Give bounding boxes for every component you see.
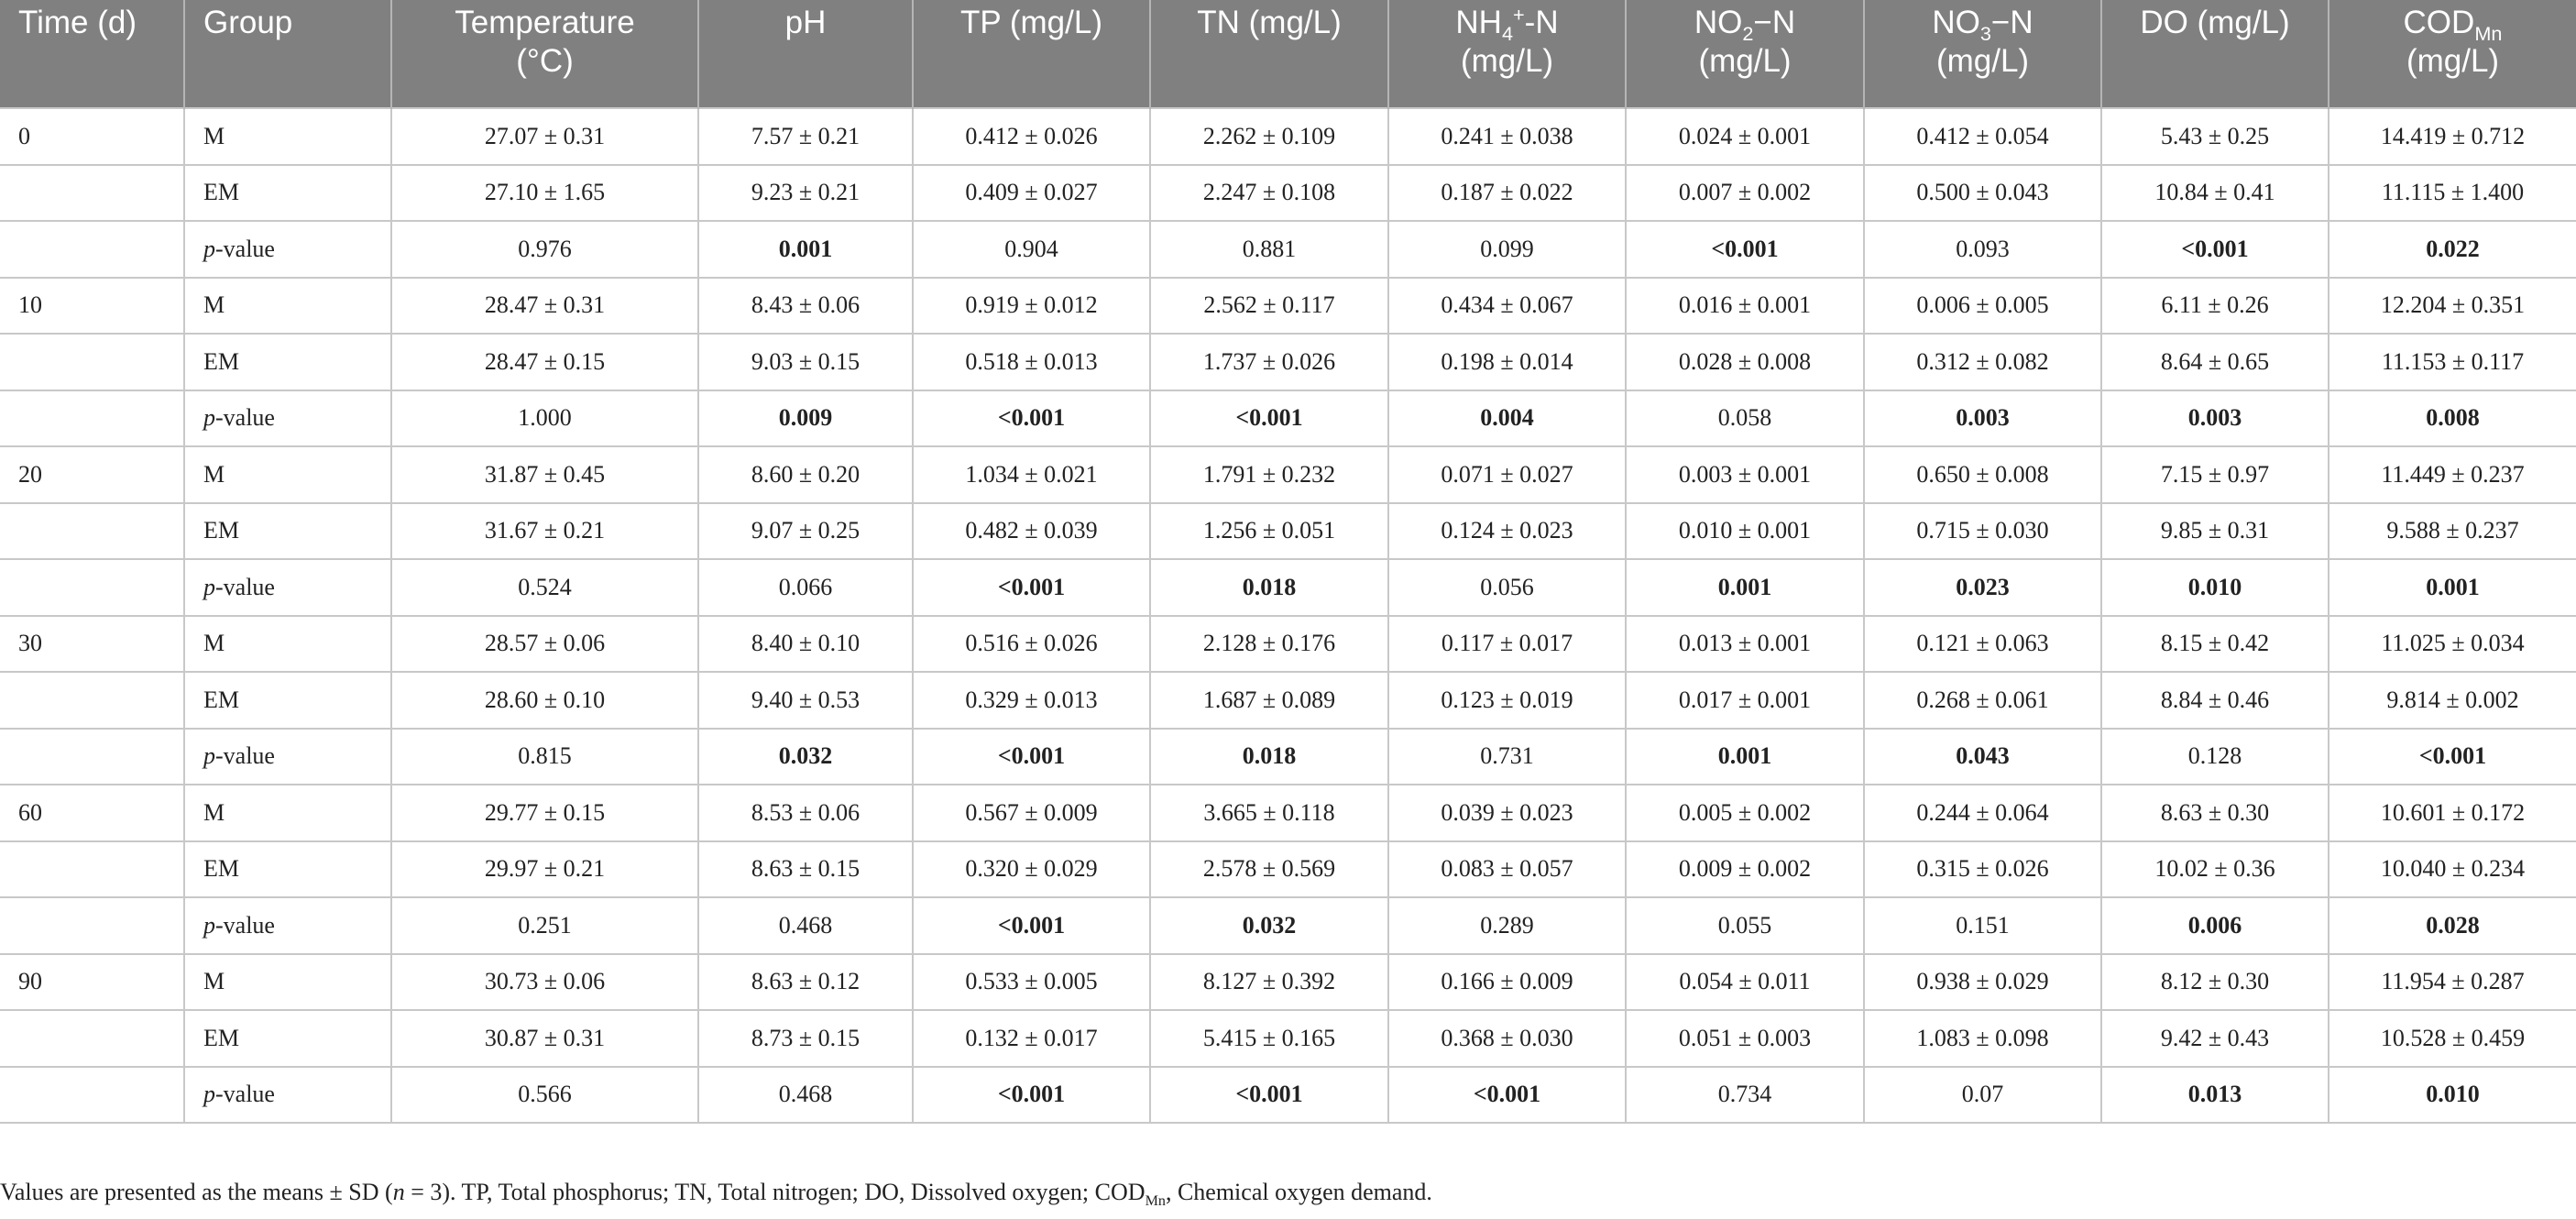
pvalue-cell: 0.524 <box>391 559 698 616</box>
pvalue-cell: 0.151 <box>1864 897 2101 954</box>
table-row <box>0 559 2576 616</box>
pvalue-cell: <0.001 <box>913 1067 1150 1124</box>
time-cell: 30 <box>0 616 184 673</box>
pvalue-cell: 0.566 <box>391 1067 698 1124</box>
table-row <box>0 334 2576 390</box>
pvalue-cell: 0.881 <box>1150 221 1388 278</box>
value-cell: 9.23 ± 0.21 <box>698 165 913 222</box>
time-cell <box>0 672 184 729</box>
value-cell: 0.412 ± 0.054 <box>1864 108 2101 165</box>
time-cell: 60 <box>0 785 184 841</box>
value-cell: 5.43 ± 0.25 <box>2101 108 2329 165</box>
header-do: DO (mg/L) <box>2101 0 2329 108</box>
time-cell: 10 <box>0 278 184 335</box>
pvalue-cell: <0.001 <box>1150 390 1388 447</box>
pvalue-cell: 0.001 <box>698 221 913 278</box>
value-cell: 8.63 ± 0.15 <box>698 841 913 898</box>
group-cell: EM <box>184 165 391 222</box>
pvalue-cell: 0.099 <box>1388 221 1626 278</box>
value-cell: 0.434 ± 0.067 <box>1388 278 1626 335</box>
value-cell: 11.449 ± 0.237 <box>2329 446 2576 503</box>
time-cell <box>0 165 184 222</box>
header-ph: pH <box>698 0 913 108</box>
value-cell: 0.010 ± 0.001 <box>1626 503 1864 560</box>
value-cell: 0.650 ± 0.008 <box>1864 446 2101 503</box>
header-tn: TN (mg/L) <box>1150 0 1388 108</box>
value-cell: 11.025 ± 0.034 <box>2329 616 2576 673</box>
table-row <box>0 729 2576 785</box>
group-cell: M <box>184 108 391 165</box>
value-cell: 0.244 ± 0.064 <box>1864 785 2101 841</box>
value-cell: 0.412 ± 0.026 <box>913 108 1150 165</box>
pvalue-cell: <0.001 <box>1626 221 1864 278</box>
pvalue-cell: 1.000 <box>391 390 698 447</box>
group-cell: EM <box>184 672 391 729</box>
value-cell: 30.73 ± 0.06 <box>391 954 698 1011</box>
header-group: Group <box>184 0 391 108</box>
table-row <box>0 221 2576 278</box>
table-row <box>0 108 2576 165</box>
value-cell: 29.97 ± 0.21 <box>391 841 698 898</box>
value-cell: 0.028 ± 0.008 <box>1626 334 1864 390</box>
value-cell: 2.578 ± 0.569 <box>1150 841 1388 898</box>
value-cell: 9.85 ± 0.31 <box>2101 503 2329 560</box>
value-cell: 8.15 ± 0.42 <box>2101 616 2329 673</box>
group-cell: EM <box>184 841 391 898</box>
group-cell: M <box>184 954 391 1011</box>
time-cell: 0 <box>0 108 184 165</box>
table-row <box>0 785 2576 841</box>
pvalue-cell: 0.023 <box>1864 559 2101 616</box>
pvalue-cell: 0.251 <box>391 897 698 954</box>
pvalue-cell: 0.022 <box>2329 221 2576 278</box>
header-cod: $COD_{Mn}$ (mg/L) <box>2329 0 2576 108</box>
group-cell: EM <box>184 1010 391 1067</box>
value-cell: 10.02 ± 0.36 <box>2101 841 2329 898</box>
value-cell: 0.187 ± 0.022 <box>1388 165 1626 222</box>
value-cell: 0.312 ± 0.082 <box>1864 334 2101 390</box>
table-footnote: Values are presented as the means ± SD (n = 3). TP, Total phosphorus; TN, Total nitrogen; DO, Dissolved oxygen; $COD_{Mn}$, Chemical oxygen demand. <box>0 1179 1432 1210</box>
value-cell: 2.247 ± 0.108 <box>1150 165 1388 222</box>
value-cell: 28.47 ± 0.15 <box>391 334 698 390</box>
pvalue-cell: 0.001 <box>1626 729 1864 785</box>
value-cell: 0.016 ± 0.001 <box>1626 278 1864 335</box>
table-row <box>0 897 2576 954</box>
group-cell: M <box>184 616 391 673</box>
value-cell: 28.57 ± 0.06 <box>391 616 698 673</box>
value-cell: 0.518 ± 0.013 <box>913 334 1150 390</box>
value-cell: 8.43 ± 0.06 <box>698 278 913 335</box>
pvalue-cell: 0.093 <box>1864 221 2101 278</box>
time-cell <box>0 1067 184 1124</box>
value-cell: 0.938 ± 0.029 <box>1864 954 2101 1011</box>
group-cell-pvalue: p-value <box>184 1067 391 1124</box>
pvalue-cell: 0.055 <box>1626 897 1864 954</box>
value-cell: 1.737 ± 0.026 <box>1150 334 1388 390</box>
group-cell: M <box>184 446 391 503</box>
pvalue-cell: 0.010 <box>2329 1067 2576 1124</box>
value-cell: 0.013 ± 0.001 <box>1626 616 1864 673</box>
value-cell: 1.034 ± 0.021 <box>913 446 1150 503</box>
value-cell: 0.132 ± 0.017 <box>913 1010 1150 1067</box>
header-nh4: $NH_4^+-N$ (mg/L) <box>1388 0 1626 108</box>
value-cell: 31.87 ± 0.45 <box>391 446 698 503</box>
value-cell: 0.241 ± 0.038 <box>1388 108 1626 165</box>
value-cell: 0.051 ± 0.003 <box>1626 1010 1864 1067</box>
value-cell: 9.07 ± 0.25 <box>698 503 913 560</box>
pvalue-cell: 0.058 <box>1626 390 1864 447</box>
value-cell: 0.320 ± 0.029 <box>913 841 1150 898</box>
value-cell: 28.47 ± 0.31 <box>391 278 698 335</box>
group-cell: EM <box>184 334 391 390</box>
time-cell: 20 <box>0 446 184 503</box>
header-temperature: Temperature (°C) <box>391 0 698 108</box>
table-row <box>0 1067 2576 1124</box>
value-cell: 0.567 ± 0.009 <box>913 785 1150 841</box>
value-cell: 11.115 ± 1.400 <box>2329 165 2576 222</box>
value-cell: 11.153 ± 0.117 <box>2329 334 2576 390</box>
pvalue-cell: 0.001 <box>2329 559 2576 616</box>
table-row <box>0 446 2576 503</box>
time-cell <box>0 559 184 616</box>
value-cell: 9.40 ± 0.53 <box>698 672 913 729</box>
value-cell: 31.67 ± 0.21 <box>391 503 698 560</box>
pvalue-cell: 0.018 <box>1150 559 1388 616</box>
value-cell: 0.315 ± 0.026 <box>1864 841 2101 898</box>
pvalue-cell: <0.001 <box>2101 221 2329 278</box>
header-tp: TP (mg/L) <box>913 0 1150 108</box>
value-cell: 10.84 ± 0.41 <box>2101 165 2329 222</box>
table-row <box>0 954 2576 1011</box>
table-row <box>0 841 2576 898</box>
time-cell <box>0 334 184 390</box>
value-cell: 0.166 ± 0.009 <box>1388 954 1626 1011</box>
value-cell: 8.73 ± 0.15 <box>698 1010 913 1067</box>
value-cell: 1.083 ± 0.098 <box>1864 1010 2101 1067</box>
value-cell: 8.60 ± 0.20 <box>698 446 913 503</box>
group-cell: M <box>184 278 391 335</box>
pvalue-cell: 0.004 <box>1388 390 1626 447</box>
group-cell: EM <box>184 503 391 560</box>
value-cell: 2.128 ± 0.176 <box>1150 616 1388 673</box>
time-cell: 90 <box>0 954 184 1011</box>
value-cell: 0.124 ± 0.023 <box>1388 503 1626 560</box>
pvalue-cell: <0.001 <box>2329 729 2576 785</box>
value-cell: 12.204 ± 0.351 <box>2329 278 2576 335</box>
value-cell: 1.687 ± 0.089 <box>1150 672 1388 729</box>
value-cell: 8.53 ± 0.06 <box>698 785 913 841</box>
group-cell: M <box>184 785 391 841</box>
value-cell: 0.409 ± 0.027 <box>913 165 1150 222</box>
value-cell: 0.268 ± 0.061 <box>1864 672 2101 729</box>
value-cell: 8.63 ± 0.12 <box>698 954 913 1011</box>
table-row <box>0 672 2576 729</box>
value-cell: 0.024 ± 0.001 <box>1626 108 1864 165</box>
pvalue-cell: 0.734 <box>1626 1067 1864 1124</box>
table-row <box>0 278 2576 335</box>
value-cell: 10.528 ± 0.459 <box>2329 1010 2576 1067</box>
header-time: Time (d) <box>0 0 184 108</box>
value-cell: 9.42 ± 0.43 <box>2101 1010 2329 1067</box>
value-cell: 9.03 ± 0.15 <box>698 334 913 390</box>
value-cell: 0.715 ± 0.030 <box>1864 503 2101 560</box>
pvalue-cell: 0.056 <box>1388 559 1626 616</box>
value-cell: 1.791 ± 0.232 <box>1150 446 1388 503</box>
pvalue-cell: 0.815 <box>391 729 698 785</box>
value-cell: 8.84 ± 0.46 <box>2101 672 2329 729</box>
value-cell: 1.256 ± 0.051 <box>1150 503 1388 560</box>
value-cell: 27.10 ± 1.65 <box>391 165 698 222</box>
group-cell-pvalue: p-value <box>184 897 391 954</box>
pvalue-cell: <0.001 <box>913 897 1150 954</box>
value-cell: 6.11 ± 0.26 <box>2101 278 2329 335</box>
pvalue-cell: 0.07 <box>1864 1067 2101 1124</box>
value-cell: 8.40 ± 0.10 <box>698 616 913 673</box>
time-cell <box>0 841 184 898</box>
value-cell: 10.040 ± 0.234 <box>2329 841 2576 898</box>
value-cell: 0.005 ± 0.002 <box>1626 785 1864 841</box>
value-cell: 0.009 ± 0.002 <box>1626 841 1864 898</box>
value-cell: 0.083 ± 0.057 <box>1388 841 1626 898</box>
pvalue-cell: 0.010 <box>2101 559 2329 616</box>
time-cell <box>0 390 184 447</box>
value-cell: 0.054 ± 0.011 <box>1626 954 1864 1011</box>
time-cell <box>0 221 184 278</box>
pvalue-cell: 0.976 <box>391 221 698 278</box>
value-cell: 0.039 ± 0.023 <box>1388 785 1626 841</box>
value-cell: 0.123 ± 0.019 <box>1388 672 1626 729</box>
time-cell <box>0 729 184 785</box>
pvalue-cell: 0.001 <box>1626 559 1864 616</box>
pvalue-cell: <0.001 <box>913 729 1150 785</box>
pvalue-cell: <0.001 <box>1388 1067 1626 1124</box>
value-cell: 0.329 ± 0.013 <box>913 672 1150 729</box>
value-cell: 7.57 ± 0.21 <box>698 108 913 165</box>
value-cell: 8.64 ± 0.65 <box>2101 334 2329 390</box>
value-cell: 5.415 ± 0.165 <box>1150 1010 1388 1067</box>
value-cell: 0.533 ± 0.005 <box>913 954 1150 1011</box>
header-no2: $NO_2-N$ (mg/L) <box>1626 0 1864 108</box>
value-cell: 8.63 ± 0.30 <box>2101 785 2329 841</box>
pvalue-cell: 0.032 <box>698 729 913 785</box>
value-cell: 0.919 ± 0.012 <box>913 278 1150 335</box>
pvalue-cell: 0.043 <box>1864 729 2101 785</box>
pvalue-cell: <0.001 <box>1150 1067 1388 1124</box>
pvalue-cell: 0.009 <box>698 390 913 447</box>
time-cell <box>0 1010 184 1067</box>
value-cell: 0.516 ± 0.026 <box>913 616 1150 673</box>
value-cell: 8.127 ± 0.392 <box>1150 954 1388 1011</box>
value-cell: 0.017 ± 0.001 <box>1626 672 1864 729</box>
pvalue-cell: 0.013 <box>2101 1067 2329 1124</box>
time-cell <box>0 897 184 954</box>
value-cell: 9.588 ± 0.237 <box>2329 503 2576 560</box>
pvalue-cell: <0.001 <box>913 559 1150 616</box>
value-cell: 0.121 ± 0.063 <box>1864 616 2101 673</box>
pvalue-cell: 0.006 <box>2101 897 2329 954</box>
value-cell: 14.419 ± 0.712 <box>2329 108 2576 165</box>
value-cell: 0.368 ± 0.030 <box>1388 1010 1626 1067</box>
value-cell: 8.12 ± 0.30 <box>2101 954 2329 1011</box>
value-cell: 0.071 ± 0.027 <box>1388 446 1626 503</box>
pvalue-cell: 0.731 <box>1388 729 1626 785</box>
value-cell: 7.15 ± 0.97 <box>2101 446 2329 503</box>
group-cell-pvalue: p-value <box>184 390 391 447</box>
group-cell-pvalue: p-value <box>184 221 391 278</box>
group-cell-pvalue: p-value <box>184 729 391 785</box>
pvalue-cell: 0.003 <box>1864 390 2101 447</box>
value-cell: 2.262 ± 0.109 <box>1150 108 1388 165</box>
table-row <box>0 390 2576 447</box>
value-cell: 9.814 ± 0.002 <box>2329 672 2576 729</box>
header-no3: $NO_3-N$ (mg/L) <box>1864 0 2101 108</box>
value-cell: 3.665 ± 0.118 <box>1150 785 1388 841</box>
value-cell: 27.07 ± 0.31 <box>391 108 698 165</box>
pvalue-cell: <0.001 <box>913 390 1150 447</box>
time-cell <box>0 503 184 560</box>
group-cell-pvalue: p-value <box>184 559 391 616</box>
pvalue-cell: 0.032 <box>1150 897 1388 954</box>
table-row <box>0 165 2576 222</box>
value-cell: 30.87 ± 0.31 <box>391 1010 698 1067</box>
value-cell: 2.562 ± 0.117 <box>1150 278 1388 335</box>
pvalue-cell: 0.289 <box>1388 897 1626 954</box>
table-row <box>0 616 2576 673</box>
value-cell: 0.482 ± 0.039 <box>913 503 1150 560</box>
pvalue-cell: 0.904 <box>913 221 1150 278</box>
value-cell: 10.601 ± 0.172 <box>2329 785 2576 841</box>
value-cell: 0.007 ± 0.002 <box>1626 165 1864 222</box>
value-cell: 0.117 ± 0.017 <box>1388 616 1626 673</box>
value-cell: 28.60 ± 0.10 <box>391 672 698 729</box>
value-cell: 0.198 ± 0.014 <box>1388 334 1626 390</box>
value-cell: 29.77 ± 0.15 <box>391 785 698 841</box>
pvalue-cell: 0.018 <box>1150 729 1388 785</box>
pvalue-cell: 0.468 <box>698 897 913 954</box>
pvalue-cell: 0.468 <box>698 1067 913 1124</box>
pvalue-cell: 0.008 <box>2329 390 2576 447</box>
header-row <box>0 0 2576 108</box>
pvalue-cell: 0.128 <box>2101 729 2329 785</box>
value-cell: 0.003 ± 0.001 <box>1626 446 1864 503</box>
value-cell: 0.500 ± 0.043 <box>1864 165 2101 222</box>
table-row <box>0 503 2576 560</box>
value-cell: 11.954 ± 0.287 <box>2329 954 2576 1011</box>
pvalue-cell: 0.028 <box>2329 897 2576 954</box>
value-cell: 0.006 ± 0.005 <box>1864 278 2101 335</box>
table-row <box>0 1010 2576 1067</box>
pvalue-cell: 0.003 <box>2101 390 2329 447</box>
pvalue-cell: 0.066 <box>698 559 913 616</box>
